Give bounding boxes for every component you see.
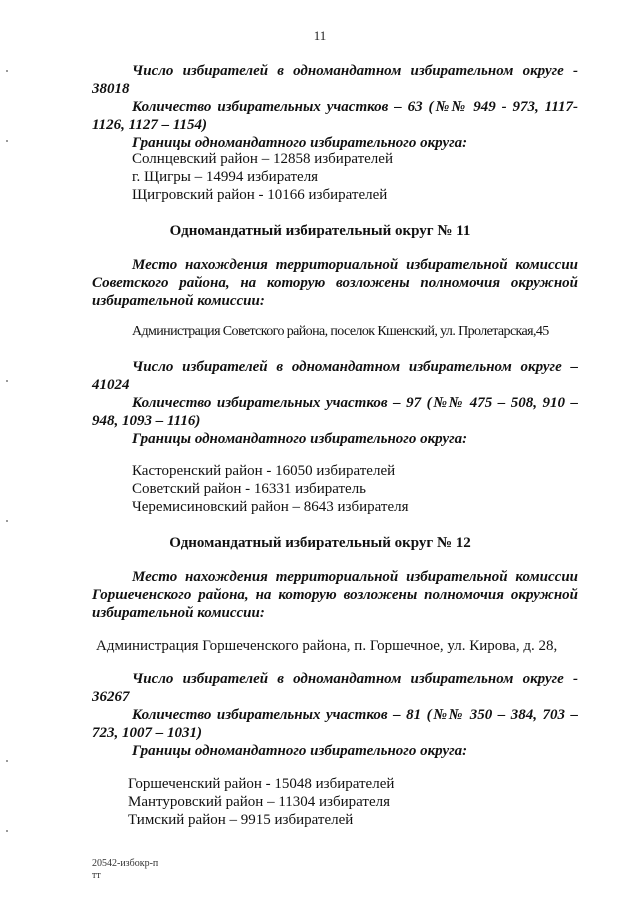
district-12-heading: Одномандатный избирательный округ № 12 (169, 535, 471, 551)
district-12-boundaries: Границы одномандатного избирательного округа: (132, 743, 468, 759)
district-12-area: Горшеченский район - 15048 избирателей (128, 776, 395, 792)
district-11-precincts: Количество избирательных участков – 97 (№№ 475 – 508, 910 – 948, 1093 – 1116) (92, 395, 578, 429)
scan-margin-marks (6, 0, 10, 905)
district-11-area: Советский район - 16331 избиратель (132, 481, 367, 497)
district-10-area: Солнцевский район – 12858 избирателей (132, 151, 393, 167)
district-11-address: Администрация Советского района, поселок Кшенский, ул. Пролетарская,45 (132, 324, 549, 339)
district-11-area: Черемисиновский район – 8643 избирателя (132, 499, 409, 515)
district-10-precincts: Количество избирательных участков – 63 (№№ 949 - 973, 1117-1126, 1127 – 1154) (92, 99, 578, 133)
district-12-area: Мантуровский район – 11304 избирателя (128, 794, 391, 810)
district-10-voters: Число избирателей в одномандатном избирательном округе - 38018 (92, 63, 578, 97)
district-12-location-text: Место нахождения территориальной избирательной комиссии Горшеченского района, на которую возложены полномочия окружной избирательной комиссии: (92, 569, 578, 621)
district-11-area: Касторенский район - 16050 избирателей (132, 463, 396, 479)
district-12-address: Администрация Горшеченского района, п. Горшечное, ул. Кирова, д. 28, (96, 638, 558, 654)
district-11-info (92, 358, 578, 448)
district-10-boundaries: Границы одномандатного избирательного округа: (132, 135, 468, 151)
footer-doc-code: 20542-избокр-п (92, 858, 159, 869)
district-10-area: Щигровский район - 10166 избирателей (132, 187, 388, 203)
district-10-area: г. Щигры – 14994 избирателя (132, 169, 319, 185)
district-12-info (92, 670, 578, 760)
district-11-location (92, 256, 578, 310)
district-10-info (92, 62, 578, 152)
district-12-voters: Число избирателей в одномандатном избирательном округе - 36267 (92, 671, 578, 705)
district-11-heading: Одномандатный избирательный округ № 11 (169, 223, 471, 239)
district-12-location (92, 568, 578, 622)
district-11-location-text: Место нахождения территориальной избирательной комиссии Советского района, на которую возложены полномочия окружной избирательной комиссии: (92, 257, 578, 309)
district-11-voters: Число избирателей в одномандатном избирательном округе – 41024 (92, 359, 578, 393)
footer-initials: тт (92, 870, 101, 881)
district-12-precincts: Количество избирательных участков – 81 (№№ 350 – 384, 703 – 723, 1007 – 1031) (92, 707, 578, 741)
page-number: 11 (313, 28, 327, 43)
district-11-boundaries: Границы одномандатного избирательного округа: (132, 431, 468, 447)
district-12-area: Тимский район – 9915 избирателей (128, 812, 354, 828)
